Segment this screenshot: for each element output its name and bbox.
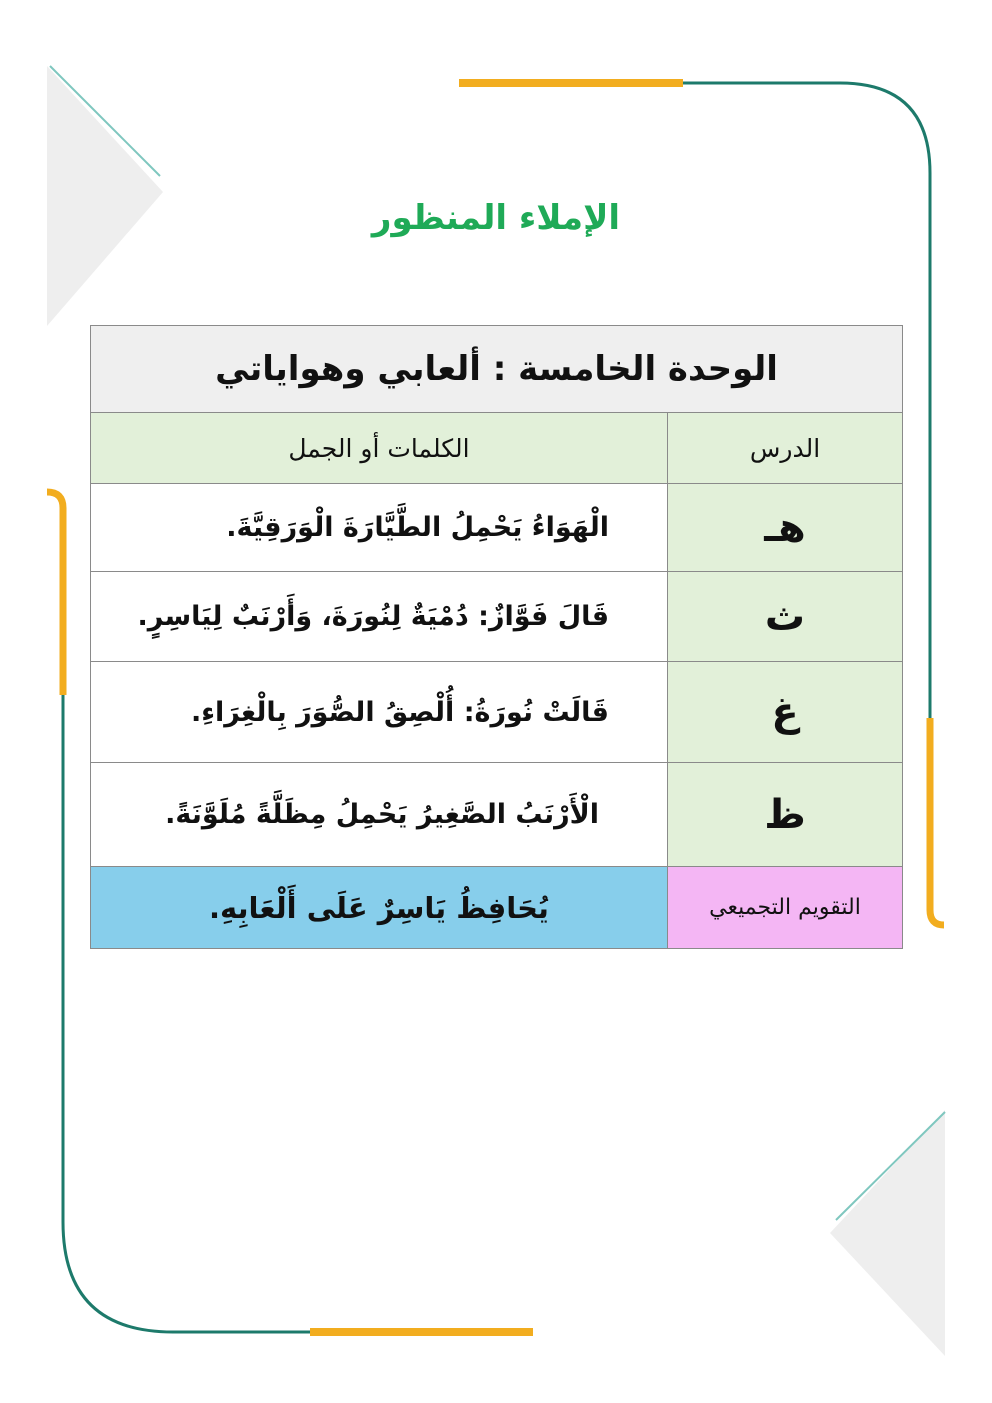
page-title: الإملاء المنظور (371, 198, 621, 238)
table-row (91, 662, 903, 763)
table-row (91, 763, 903, 867)
table-row (91, 484, 903, 572)
header-words: الكلمات أو الجمل (91, 413, 668, 484)
lesson-letter: غ (668, 662, 903, 763)
evaluation-sentence: يُحَافِظُ يَاسِرٌ عَلَى أَلْعَابِهِ. (91, 867, 668, 949)
lesson-letter: هـ (668, 484, 903, 572)
corner-chevron-bottom-right (830, 1110, 945, 1356)
dictation-table (90, 325, 903, 949)
lesson-sentence: الْأَرْنَبُ الصَّغِيرُ يَحْمِلُ مِظَلَّةً مُلَوَّنَةً. (91, 763, 668, 867)
lesson-sentence: قَالَتْ نُورَةُ: أُلْصِقُ الصُّوَرَ بِالْغِرَاءِ. (91, 662, 668, 763)
unit-row (91, 326, 903, 413)
lesson-letter: ث (668, 572, 903, 662)
lesson-sentence: قَالَ فَوَّازٌ: دُمْيَةٌ لِنُورَةَ، وَأَرْنَبٌ لِيَاسِرٍ. (91, 572, 668, 662)
evaluation-label: التقويم التجميعي (668, 867, 903, 949)
accent-left (47, 492, 63, 695)
unit-title: الوحدة الخامسة : ألعابي وهواياتي (91, 326, 903, 413)
lesson-letter: ظ (668, 763, 903, 867)
corner-chevron-top-left (47, 66, 163, 326)
lesson-sentence: الْهَوَاءُ يَحْمِلُ الطَّيَّارَةَ الْوَرَقِيَّةَ. (91, 484, 668, 572)
table-row (91, 572, 903, 662)
header-lesson: الدرس (668, 413, 903, 484)
accent-right (930, 718, 944, 925)
header-row (91, 413, 903, 484)
evaluation-row (91, 867, 903, 949)
